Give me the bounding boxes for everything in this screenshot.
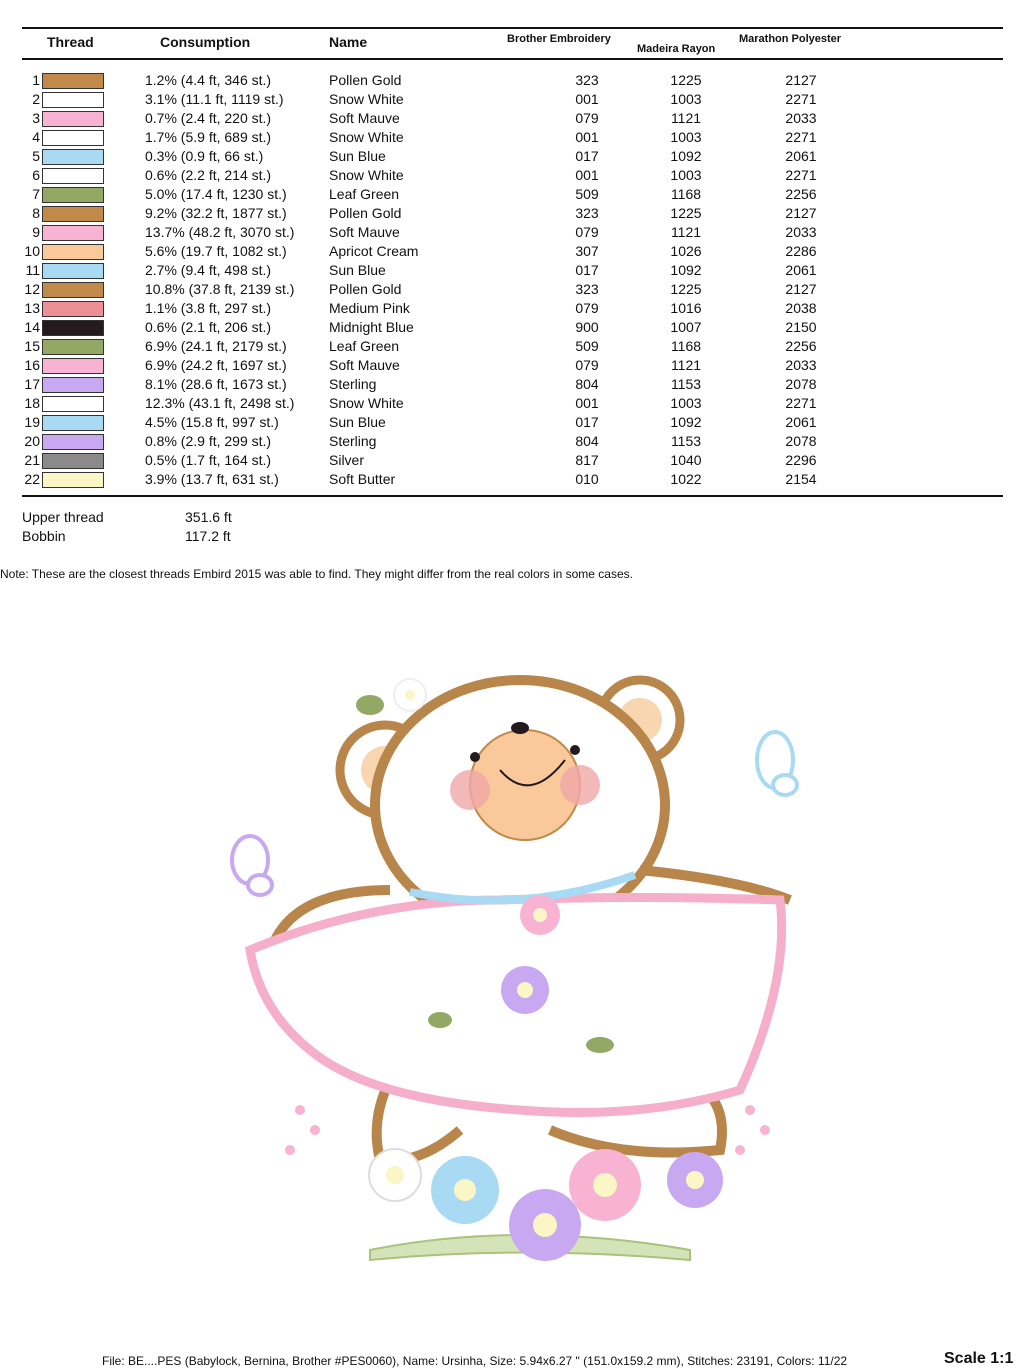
marathon-code: 2061: [785, 262, 817, 278]
thread-consumption: 10.8% (37.8 ft, 2139 st.): [145, 281, 295, 297]
marathon-code: 2127: [785, 72, 817, 88]
brother-code: 001: [575, 91, 599, 107]
upper-thread-label: Upper thread: [22, 509, 104, 525]
madeira-code: 1003: [670, 91, 702, 107]
thread-number: 13: [24, 300, 40, 316]
madeira-code: 1092: [670, 148, 702, 164]
marathon-code: 2033: [785, 357, 817, 373]
brother-code: 079: [575, 300, 599, 316]
brother-code: 323: [575, 281, 599, 297]
thread-consumption: 1.7% (5.9 ft, 689 st.): [145, 129, 272, 145]
thread-row: [0, 72, 1024, 91]
marathon-code: 2256: [785, 338, 817, 354]
thread-name: Sun Blue: [329, 262, 386, 278]
thread-number: 1: [32, 72, 40, 88]
thread-color-swatch: [42, 320, 104, 336]
brother-code: 001: [575, 395, 599, 411]
marathon-code: 2127: [785, 281, 817, 297]
thread-name: Sun Blue: [329, 414, 386, 430]
brother-code: 001: [575, 129, 599, 145]
thread-number: 16: [24, 357, 40, 373]
table-top-rule: [22, 27, 1003, 29]
thread-consumption: 8.1% (28.6 ft, 1673 st.): [145, 376, 287, 392]
thread-row: [0, 129, 1024, 148]
table-header-rule: [22, 58, 1003, 60]
thread-number: 14: [24, 319, 40, 335]
madeira-code: 1121: [670, 224, 702, 240]
thread-consumption: 5.0% (17.4 ft, 1230 st.): [145, 186, 287, 202]
brother-code: 079: [575, 357, 599, 373]
madeira-code: 1092: [670, 414, 702, 430]
thread-name: Leaf Green: [329, 186, 400, 202]
thread-consumption: 0.3% (0.9 ft, 66 st.): [145, 148, 264, 164]
embroidery-design-preview: [220, 660, 810, 1280]
marathon-code: 2033: [785, 224, 817, 240]
thread-consumption: 6.9% (24.1 ft, 2179 st.): [145, 338, 287, 354]
thread-color-swatch: [42, 149, 104, 165]
header-madeira: Madeira Rayon: [637, 43, 716, 55]
thread-color-swatch: [42, 472, 104, 488]
madeira-code: 1026: [670, 243, 702, 259]
thread-color-swatch: [42, 130, 104, 146]
header-marathon: Marathon Polyester: [739, 33, 842, 45]
thread-row: [0, 452, 1024, 471]
bobbin-value: 117.2 ft: [185, 528, 231, 544]
thread-number: 6: [32, 167, 40, 183]
thread-row: [0, 91, 1024, 110]
table-bottom-rule: [22, 495, 1003, 497]
thread-color-swatch: [42, 168, 104, 184]
brother-code: 509: [575, 338, 599, 354]
butterfly-left: [232, 836, 272, 895]
thread-consumption: 5.6% (19.7 ft, 1082 st.): [145, 243, 287, 259]
thread-color-swatch: [42, 339, 104, 355]
thread-row: [0, 319, 1024, 338]
madeira-code: 1007: [670, 319, 702, 335]
thread-consumption: 0.6% (2.1 ft, 206 st.): [145, 319, 272, 335]
header-brother: Brother Embroidery: [507, 33, 611, 45]
thread-name: Pollen Gold: [329, 72, 402, 88]
thread-name: Apricot Cream: [329, 243, 419, 259]
thread-row: [0, 376, 1024, 395]
thread-number: 4: [32, 129, 40, 145]
thread-row: [0, 338, 1024, 357]
thread-row: [0, 433, 1024, 452]
thread-consumption: 9.2% (32.2 ft, 1877 st.): [145, 205, 287, 221]
madeira-code: 1022: [670, 471, 702, 487]
brother-code: 017: [575, 414, 599, 430]
bobbin-label: Bobbin: [22, 528, 66, 544]
thread-row: [0, 471, 1024, 490]
thread-consumption: 12.3% (43.1 ft, 2498 st.): [145, 395, 295, 411]
marathon-code: 2271: [785, 395, 817, 411]
madeira-code: 1092: [670, 262, 702, 278]
madeira-code: 1121: [670, 357, 702, 373]
brother-code: 900: [575, 319, 599, 335]
thread-color-swatch: [42, 415, 104, 431]
brother-code: 017: [575, 262, 599, 278]
thread-color-swatch: [42, 301, 104, 317]
madeira-code: 1003: [670, 395, 702, 411]
thread-row: [0, 167, 1024, 186]
thread-name: Sun Blue: [329, 148, 386, 164]
madeira-code: 1225: [670, 72, 702, 88]
madeira-code: 1153: [670, 433, 702, 449]
madeira-code: 1003: [670, 167, 702, 183]
thread-consumption: 0.5% (1.7 ft, 164 st.): [145, 452, 272, 468]
marathon-code: 2271: [785, 129, 817, 145]
thread-name: Snow White: [329, 91, 404, 107]
thread-number: 20: [24, 433, 40, 449]
marathon-code: 2150: [785, 319, 817, 335]
marathon-code: 2271: [785, 91, 817, 107]
thread-color-swatch: [42, 263, 104, 279]
madeira-code: 1168: [670, 186, 702, 202]
madeira-code: 1225: [670, 281, 702, 297]
madeira-code: 1121: [670, 110, 702, 126]
brother-code: 323: [575, 72, 599, 88]
marathon-code: 2286: [785, 243, 817, 259]
thread-consumption: 0.6% (2.2 ft, 214 st.): [145, 167, 272, 183]
upper-thread-value: 351.6 ft: [185, 509, 232, 525]
thread-name: Pollen Gold: [329, 205, 402, 221]
thread-row: [0, 186, 1024, 205]
thread-color-swatch: [42, 377, 104, 393]
thread-number: 21: [24, 452, 40, 468]
brother-code: 010: [575, 471, 599, 487]
marathon-code: 2061: [785, 414, 817, 430]
madeira-code: 1003: [670, 129, 702, 145]
marathon-code: 2127: [785, 205, 817, 221]
thread-row: [0, 148, 1024, 167]
madeira-code: 1016: [670, 300, 702, 316]
file-info-footer: File: BE....PES (Babylock, Bernina, Brother #PES0060), Name: Ursinha, Size: 5.94x6.27 " (151.0x159.2 mm), Stitches: 23191, Colors: 11/22: [102, 1354, 848, 1368]
thread-consumption: 13.7% (48.2 ft, 3070 st.): [145, 224, 295, 240]
thread-color-swatch: [42, 73, 104, 89]
thread-number: 5: [32, 148, 40, 164]
thread-row: [0, 281, 1024, 300]
marathon-code: 2271: [785, 167, 817, 183]
thread-color-swatch: [42, 92, 104, 108]
thread-color-swatch: [42, 225, 104, 241]
thread-row: [0, 262, 1024, 281]
thread-name: Snow White: [329, 167, 404, 183]
header-name: Name: [329, 34, 368, 50]
thread-name: Leaf Green: [329, 338, 400, 354]
brother-code: 817: [575, 452, 599, 468]
thread-row: [0, 110, 1024, 129]
thread-color-swatch: [42, 434, 104, 450]
thread-name: Soft Mauve: [329, 357, 400, 373]
marathon-code: 2078: [785, 433, 817, 449]
thread-consumption: 0.7% (2.4 ft, 220 st.): [145, 110, 272, 126]
marathon-code: 2078: [785, 376, 817, 392]
thread-row: [0, 224, 1024, 243]
marathon-code: 2061: [785, 148, 817, 164]
thread-name: Soft Mauve: [329, 110, 400, 126]
thread-consumption: 2.7% (9.4 ft, 498 st.): [145, 262, 272, 278]
marathon-code: 2154: [785, 471, 817, 487]
thread-color-swatch: [42, 244, 104, 260]
thread-number: 18: [24, 395, 40, 411]
thread-number: 15: [24, 338, 40, 354]
thread-row: [0, 205, 1024, 224]
brother-code: 323: [575, 205, 599, 221]
thread-row: [0, 300, 1024, 319]
brother-code: 307: [575, 243, 599, 259]
brother-code: 017: [575, 148, 599, 164]
brother-code: 001: [575, 167, 599, 183]
thread-name: Silver: [329, 452, 365, 468]
thread-color-swatch: [42, 206, 104, 222]
marathon-code: 2296: [785, 452, 817, 468]
thread-name: Midnight Blue: [329, 319, 414, 335]
thread-number: 2: [32, 91, 40, 107]
thread-color-swatch: [42, 396, 104, 412]
thread-name: Soft Butter: [329, 471, 396, 487]
header-thread: Thread: [47, 34, 94, 50]
thread-consumption: 6.9% (24.2 ft, 1697 st.): [145, 357, 287, 373]
thread-number: 8: [32, 205, 40, 221]
thread-name: Snow White: [329, 129, 404, 145]
marathon-code: 2256: [785, 186, 817, 202]
butterfly-right: [757, 732, 797, 795]
marathon-code: 2038: [785, 300, 817, 316]
thread-color-swatch: [42, 111, 104, 127]
thread-consumption: 4.5% (15.8 ft, 997 st.): [145, 414, 279, 430]
thread-consumption: 1.2% (4.4 ft, 346 st.): [145, 72, 272, 88]
thread-name: Sterling: [329, 376, 377, 392]
thread-number: 22: [24, 471, 40, 487]
brother-code: 509: [575, 186, 599, 202]
thread-row: [0, 357, 1024, 376]
madeira-code: 1040: [670, 452, 702, 468]
thread-number: 9: [32, 224, 40, 240]
brother-code: 804: [575, 376, 599, 392]
thread-number: 17: [24, 376, 40, 392]
thread-name: Pollen Gold: [329, 281, 402, 297]
thread-consumption: 1.1% (3.8 ft, 297 st.): [145, 300, 272, 316]
brother-code: 804: [575, 433, 599, 449]
thread-row: [0, 243, 1024, 262]
thread-name: Medium Pink: [329, 300, 410, 316]
thread-consumption: 0.8% (2.9 ft, 299 st.): [145, 433, 272, 449]
thread-number: 12: [24, 281, 40, 297]
thread-row: [0, 395, 1024, 414]
thread-color-swatch: [42, 187, 104, 203]
thread-number: 10: [24, 243, 40, 259]
thread-name: Soft Mauve: [329, 224, 400, 240]
brother-code: 079: [575, 110, 599, 126]
marathon-code: 2033: [785, 110, 817, 126]
thread-number: 3: [32, 110, 40, 126]
madeira-code: 1168: [670, 338, 702, 354]
thread-color-swatch: [42, 282, 104, 298]
thread-number: 11: [25, 262, 40, 278]
thread-name: Snow White: [329, 395, 404, 411]
thread-number: 19: [24, 414, 40, 430]
thread-consumption: 3.9% (13.7 ft, 631 st.): [145, 471, 279, 487]
thread-row: [0, 414, 1024, 433]
thread-number: 7: [32, 186, 40, 202]
madeira-code: 1225: [670, 205, 702, 221]
scale-label: Scale 1:1: [944, 1350, 1014, 1367]
header-consumption: Consumption: [160, 34, 251, 50]
thread-name: Sterling: [329, 433, 377, 449]
brother-code: 079: [575, 224, 599, 240]
note-text: Note: These are the closest threads Embird 2015 was able to find. They might differ from the real colors in some cases.: [0, 567, 633, 581]
thread-color-swatch: [42, 358, 104, 374]
thread-color-swatch: [42, 453, 104, 469]
thread-consumption: 3.1% (11.1 ft, 1119 st.): [145, 91, 284, 107]
madeira-code: 1153: [670, 376, 702, 392]
